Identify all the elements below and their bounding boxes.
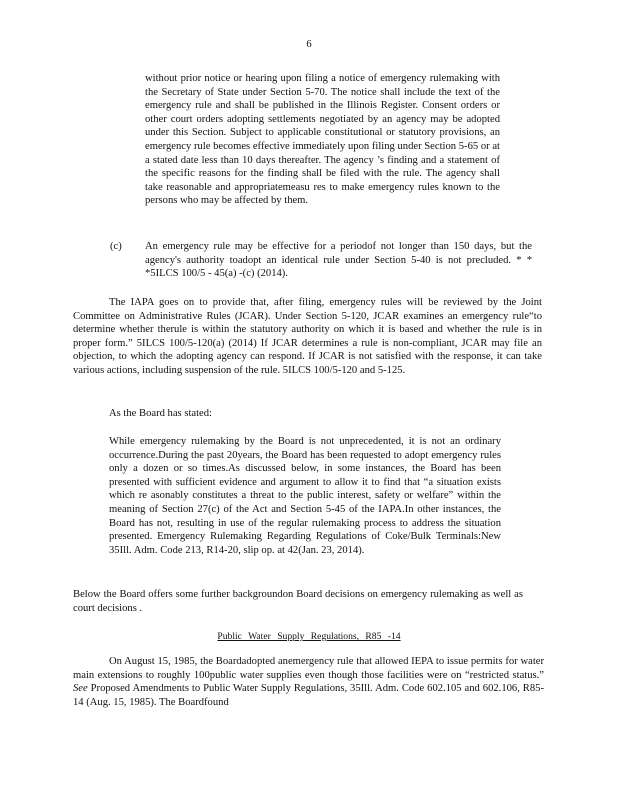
paragraph-board-stated (109, 407, 409, 421)
list-item-label: (c) (110, 241, 122, 252)
paragraph-text (73, 655, 544, 709)
citation-signal: See (73, 683, 88, 695)
quoted-board-text: While emergency rulemaking by the Board is not unprecedented, it is not an ordinary occurrence.During the past 20years, the Board has been requested to adopt emergency rules only a dozen or so times.As discussed below, in some instances, the Board has been presented with sufficient evidence and argument to allow it to find that “a situation exists which re asonably constitutes a threat to the public interest, safety or welfare” within the meaning of Section 27(c) of the Act and Section 5-45 of the IAPA.In other instances, the Board has not, resulting in use of the regular rulemaking process to address the situation presented. Emergency Rulemaking Regarding Regulations of Coke/Bulk Terminals:New 35Ill. Adm. Code 213, R14-20, slip op. at 42(Jan. 23, 2014). (109, 436, 501, 556)
section-heading: Public Water Supply Regulations, R85 -14 (217, 631, 401, 642)
paragraph-background (73, 588, 523, 615)
paragraph-text: The IAPA goes on to provide that, after filing, emergency rules will be reviewed by the Joint Committee on Administrative Rules (JCAR). Under Section 5-120, JCAR examines an emergency rule“to determine whether therule is within the statutory authority on which it is based and whether the rule is in proper form.” 5ILCS 100/5-120(a) (2014) If JCAR determines a rule is non-compliant, JCAR may file an objection, to which the adopting agency can respond. If JCAR is not satisfied with the response, it can take various actions, including suspension of the rule. 5ILCS 100/5-120 and 5-125. (73, 297, 542, 376)
paragraph-august-1985 (73, 655, 544, 709)
paragraph-iapa (73, 296, 542, 378)
page-number: 6 (306, 39, 312, 50)
list-item-c (145, 240, 532, 281)
quoted-board-block (109, 435, 501, 557)
quoted-statute-text: without prior notice or hearing upon filing a notice of emergency rulemaking with the Secretary of State under Section 5-70. The notice shall include the text of the emergency rule and shall be published in the Illinois Register. Consent orders or other court orders adopting settlements negotiated by an agency may be adopted under this Section. Subject to applicable constitutional or statutory provisions, an emergency rule becomes effective immediately upon filing under Section 5-65 or at a stated date less than 10 days thereafter. The agency ’s finding and a statement of the specific reasons for the finding shall be filed with the rule. The agency shall take reasonable and appropriatemeasu res to make emergency rules known to the persons who may be affected by them. (145, 73, 500, 207)
paragraph-text-part-1: On August 15, 1985, the Boardadopted anemergency rule that allowed IEPA to issue permits for water main extensions to roughly 100public water supplies even though those facilities were on “restricted status.” (73, 656, 544, 681)
paragraph-text-part-2: Proposed Amendments to Public Water Supply Regulations, 35Ill. Adm. Code 602.105 and 602.106, R85-14 (Aug. 15, 1985). The Boardfound (73, 683, 544, 708)
list-item-text: An emergency rule may be effective for a periodof not longer than 150 days, but the agency's authority toadopt an identical rule under Section 5-40 is not precluded. * * *5ILCS 100/5 - 45(a) -(c) (2014). (145, 241, 532, 280)
paragraph-text: As the Board has stated: (109, 408, 212, 419)
paragraph-text: Below the Board offers some further backgroundon Board decisions on emergency rulemaking as well as court decisions . (73, 589, 523, 614)
quoted-statute-block (145, 72, 500, 208)
